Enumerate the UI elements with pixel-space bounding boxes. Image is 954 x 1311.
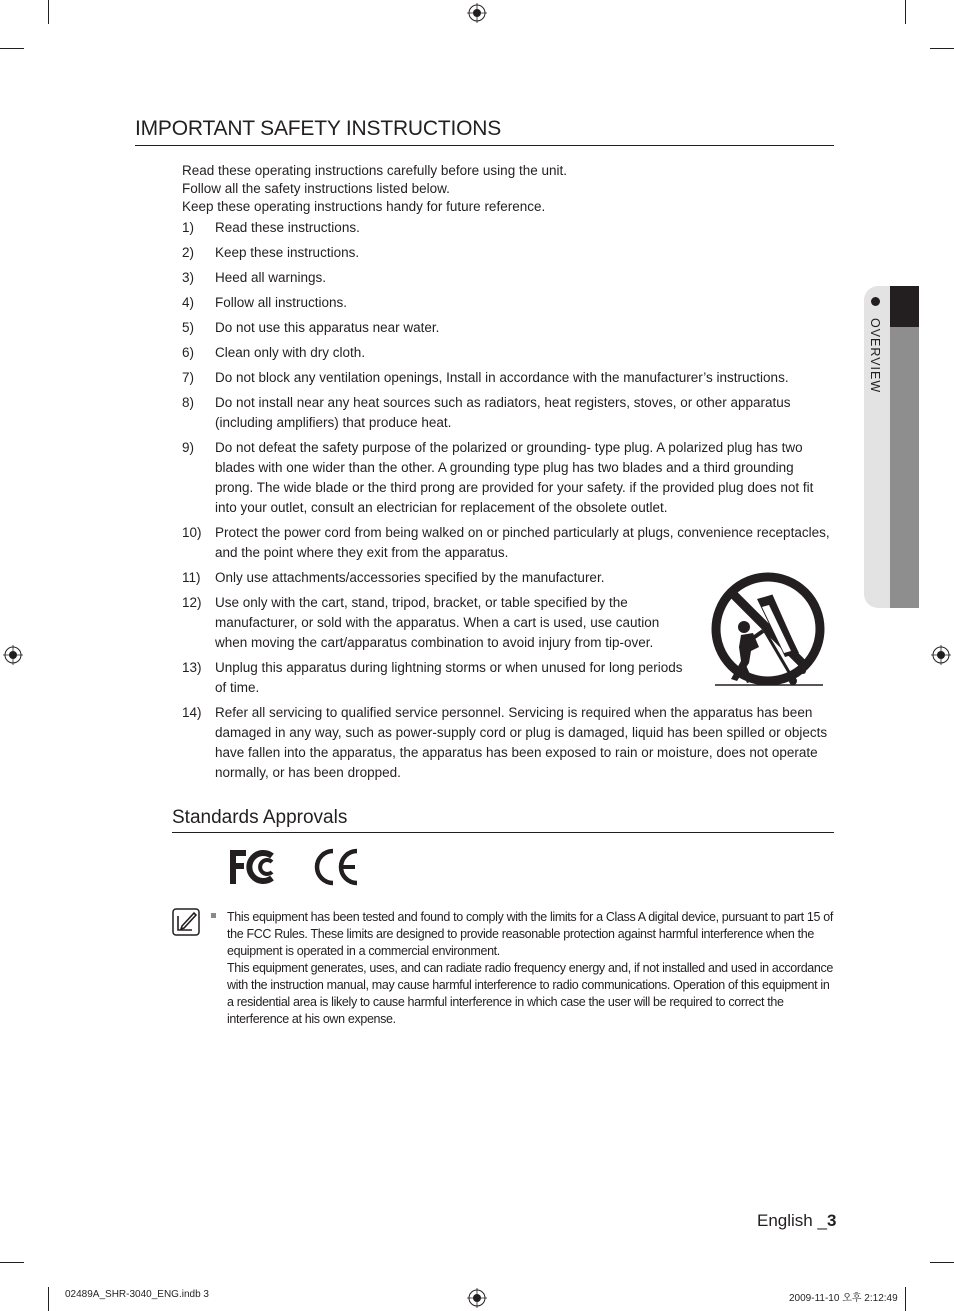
item-text: Do not install near any heat sources such as radiators, heat registers, stoves, or other apparatus (including amplifiers) that produce heat. (215, 395, 791, 430)
item-number: 7) (182, 370, 195, 385)
registration-mark-icon (467, 3, 487, 23)
list-item (182, 293, 834, 313)
intro-line: Keep these operating instructions handy for future reference. (182, 199, 546, 214)
side-tab-marker (890, 286, 919, 327)
registration-mark-icon (3, 645, 23, 665)
item-text: Do not use this apparatus near water. (215, 320, 440, 335)
ce-logo (313, 848, 361, 886)
intro-line: Read these operating instructions carefully before using the unit. (182, 163, 567, 178)
crop-mark (905, 0, 906, 24)
list-item (182, 523, 834, 563)
item-number: 8) (182, 395, 195, 410)
crop-mark (48, 1287, 49, 1311)
list-item (182, 368, 834, 388)
crop-mark (0, 48, 24, 49)
item-number: 2) (182, 245, 195, 260)
page-title: IMPORTANT SAFETY INSTRUCTIONS (135, 117, 834, 146)
intro-line: Follow all the safety instructions listed below. (182, 181, 450, 196)
item-text: Do not block any ventilation openings, Install in accordance with the manufacturer’s instructions. (215, 370, 789, 385)
page-number: 3 (826, 1211, 837, 1230)
side-tab-bar (890, 286, 919, 608)
item-text: Keep these instructions. (215, 245, 360, 260)
page-footer (757, 1211, 836, 1231)
list-item (182, 438, 834, 518)
list-item (182, 268, 834, 288)
item-number: 3) (182, 270, 195, 285)
footer-language: English _ (757, 1211, 827, 1230)
item-number: 4) (182, 295, 195, 310)
side-tab-bullet (871, 297, 880, 306)
item-text: Unplug this apparatus during lightning storms or when unused for long periods of time. (215, 660, 683, 695)
list-item (182, 703, 834, 783)
item-number: 9) (182, 440, 195, 455)
note-paragraph: This equipment has been tested and found to comply with the limits for a Class A digital device, pursuant to part 15 of the FCC Rules. These limits are designed to provide reasonable protection against harmful interference when the equipment is operated in a commercial environment. (227, 910, 833, 958)
item-number: 1) (182, 220, 195, 235)
crop-mark (48, 0, 49, 24)
side-tab-label: OVERVIEW (868, 318, 882, 394)
print-slug-file: 02489A_SHR-3040_ENG.indb 3 (65, 1289, 209, 1300)
registration-mark-icon (931, 645, 951, 665)
item-text: Do not defeat the safety purpose of the polarized or grounding- type plug. A polarized plug has two blades with one wider than the other. A grounding type plug has two blades and a third grounding prong. The wide blade or the third prong are provided for your safety. if the provided plug does not fit into your outlet, consult an electrician for replacement of the obsolete outlet. (215, 440, 814, 515)
item-text: Follow all instructions. (215, 295, 348, 310)
item-text: Only use attachments/accessories specified by the manufacturer. (215, 570, 605, 585)
note-paragraph: This equipment generates, uses, and can radiate radio frequency energy and, if not installed and used in accordance with the instruction manual, may cause harmful interference to radio communications. Operation of this equipment in a residential area is likely to cause harmful interference in which case the user will be required to correct the interference at his own expense. (227, 961, 833, 1026)
list-item (182, 243, 834, 263)
intro-paragraph (182, 162, 567, 216)
item-text: Refer all servicing to qualified service personnel. Servicing is required when the apparatus has been damaged in any way, such as power-supply cord or plug is damaged, liquid has been spilled or objects have fallen into the apparatus, the apparatus has been exposed to rain or moisture, does not operate normally, or has been dropped. (215, 705, 828, 780)
item-text: Protect the power cord from being walked on or pinched particularly at plugs, convenience receptacles, and the point where they exit from the apparatus. (215, 525, 830, 560)
item-number: 6) (182, 345, 195, 360)
crop-mark (905, 1287, 906, 1311)
item-number: 14) (182, 705, 202, 720)
note-pencil-icon (172, 908, 200, 936)
item-number: 13) (182, 660, 202, 675)
item-text: Use only with the cart, stand, tripod, bracket, or table specified by the manufacturer, or sold with the apparatus. When a cart is used, use caution when moving the cart/apparatus combination to avoid injury from tip-over. (215, 595, 660, 650)
item-text: Heed all warnings. (215, 270, 327, 285)
note-bullet (211, 913, 216, 918)
fcc-logo (228, 848, 280, 886)
section-title: Standards Approvals (172, 807, 834, 833)
item-number: 11) (182, 570, 201, 585)
instruction-list (182, 218, 834, 788)
item-number: 5) (182, 320, 195, 335)
fcc-note (227, 909, 837, 1028)
list-item (182, 343, 834, 363)
crop-mark (930, 48, 954, 49)
cart-tip-over-warning-icon (707, 571, 829, 691)
list-item (182, 218, 834, 238)
crop-mark (930, 1262, 954, 1263)
item-text: Read these instructions. (215, 220, 360, 235)
item-number: 12) (182, 595, 202, 610)
print-slug-timestamp: 2009-11-10 오후 2:12:49 (789, 1293, 898, 1304)
crop-mark (0, 1262, 24, 1263)
item-text: Clean only with dry cloth. (215, 345, 366, 360)
list-item (182, 318, 834, 338)
list-item (182, 393, 834, 433)
registration-mark-icon (467, 1288, 487, 1308)
item-number: 10) (182, 525, 202, 540)
